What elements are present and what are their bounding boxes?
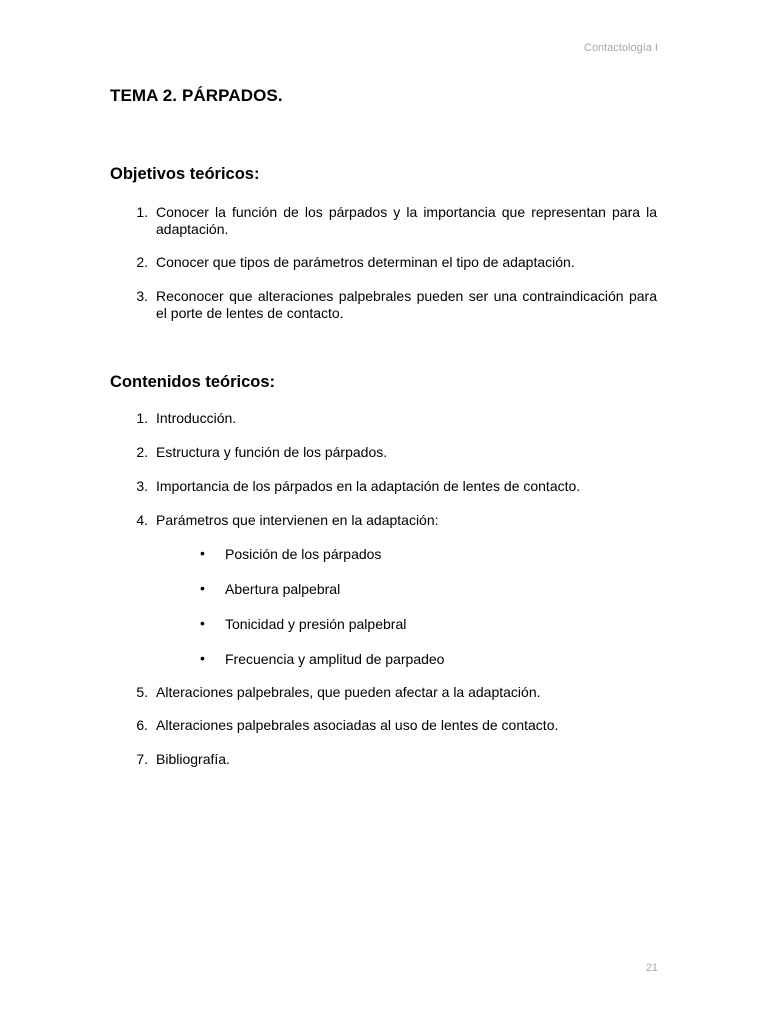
bullet-icon: • xyxy=(200,545,205,561)
list-number: 7. xyxy=(136,751,148,767)
bullet-icon: • xyxy=(200,615,205,631)
bullet-icon: • xyxy=(200,580,205,596)
objetivo-item-3 xyxy=(110,288,657,322)
bullet-icon: • xyxy=(200,650,205,666)
list-text: Frecuencia y amplitud de parpadeo xyxy=(225,651,445,667)
contenidos-heading: Contenidos teóricos: xyxy=(110,373,276,391)
list-text: Introducción. xyxy=(156,410,237,426)
list-text: Posición de los párpados xyxy=(225,546,382,562)
running-header: Contactología I xyxy=(584,42,658,54)
list-text: Tonicidad y presión palpebral xyxy=(225,616,407,632)
page-number: 21 xyxy=(645,962,658,974)
list-text: Alteraciones palpebrales, que pueden afectar a la adaptación. xyxy=(156,684,541,700)
list-number: 1. xyxy=(136,410,148,426)
list-text: Bibliografía. xyxy=(156,751,230,767)
list-text: Parámetros que intervienen en la adaptación: xyxy=(156,512,439,528)
list-text: Abertura palpebral xyxy=(225,581,341,597)
list-number: 3. xyxy=(136,288,148,304)
list-text: Alteraciones palpebrales asociadas al uso de lentes de contacto. xyxy=(156,717,559,733)
objetivos-heading: Objetivos teóricos: xyxy=(110,165,260,183)
list-number: 3. xyxy=(136,478,148,494)
list-number: 5. xyxy=(136,684,148,700)
objetivo-item-2 xyxy=(110,254,657,271)
list-number: 2. xyxy=(136,444,148,460)
list-number: 4. xyxy=(136,512,148,528)
list-text: Importancia de los párpados en la adaptación de lentes de contacto. xyxy=(156,478,581,494)
list-number: 6. xyxy=(136,717,148,733)
list-text: Conocer la función de los párpados y la importancia que representan para la adaptación. xyxy=(156,204,657,237)
page-title: TEMA 2. PÁRPADOS. xyxy=(110,86,283,105)
objetivo-item-1 xyxy=(110,204,657,238)
list-text: Estructura y función de los párpados. xyxy=(156,444,388,460)
list-number: 2. xyxy=(136,254,148,270)
list-number: 1. xyxy=(136,204,148,220)
list-text: Reconocer que alteraciones palpebrales pueden ser una contraindicación para el porte de lentes de contacto. xyxy=(156,288,657,321)
list-text: Conocer que tipos de parámetros determinan el tipo de adaptación. xyxy=(156,254,575,270)
